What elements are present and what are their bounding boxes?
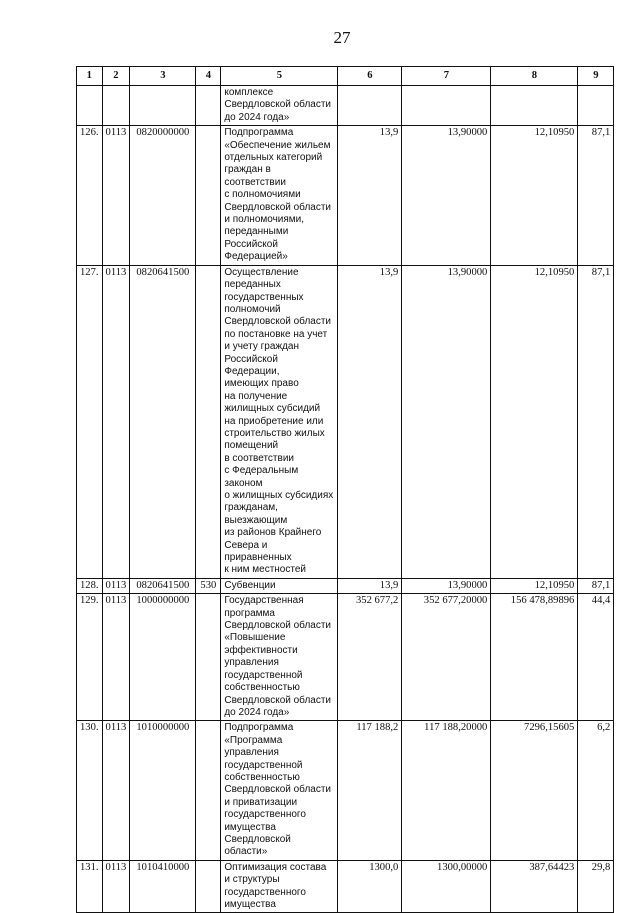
item-name-line: Свердловской области [224,201,332,213]
value-col9-cell: 29,8 [578,860,614,913]
item-name-line: Подпрограмма [224,722,294,734]
item-name-line: Свердловской области [224,99,332,111]
item-name-line: до 2024 года» [224,706,290,718]
row-number-cell: 129. [77,594,103,721]
item-name-line: «Повышение [224,632,286,644]
table-body [77,86,614,913]
item-name-cell [221,860,338,913]
target-code-cell: 0820000000 [130,126,196,265]
item-name-line: государственного [224,809,306,821]
col-header: 2 [102,67,130,86]
item-name-cell [221,594,338,721]
item-name-line: собственностью [224,771,300,783]
col-header: 3 [130,67,196,86]
item-name-line: отдельных категорий [224,152,323,164]
item-name-line: Оптимизация состава [224,861,327,873]
section-code-cell [102,86,130,126]
item-name-line: граждан в соответствии [224,164,286,188]
item-name-cell [221,265,338,578]
item-name-line: управления [224,657,279,669]
value-col8-cell: 387,64423 [491,860,578,913]
col-header: 6 [338,67,402,86]
item-name-line: собственностью [224,682,300,694]
table-row [77,860,614,913]
item-name-line: с полномочиями [224,189,301,201]
item-name-line: о жилищных субсидиях [224,490,334,501]
item-name-line: к ним местностей [224,564,306,576]
row-number-cell: 131. [77,860,103,913]
item-name-line: Подпрограмма [224,127,294,139]
value-col7-cell: 13,90000 [402,578,491,593]
item-name-line: государственных [224,291,304,303]
expense-kind-cell [196,126,221,265]
section-code-cell: 0113 [102,578,130,593]
item-name-line: жилищных субсидий [224,403,321,415]
item-name-line: Субвенции [224,579,276,591]
item-name-line: Свердловской области [224,784,332,796]
col-header: 1 [77,67,103,86]
table-row [77,594,614,721]
value-col7-cell: 13,90000 [402,126,491,265]
table-row [77,126,614,265]
row-number-cell [77,86,103,126]
value-col9-cell: 87,1 [578,578,614,593]
item-name-line: гражданам, [224,502,278,514]
value-col6-cell: 13,9 [338,126,402,265]
value-col6-cell: 1300,0 [338,860,402,913]
item-name-line: Федерацией» [224,251,288,263]
budget-table [76,66,614,913]
header-row [77,67,614,86]
value-col7-cell: 352 677,20000 [402,594,491,721]
row-number-cell: 127. [77,265,103,578]
item-name-line: выезжающим [224,514,288,526]
value-col9-cell [578,86,614,126]
value-col8-cell: 12,10950 [491,265,578,578]
page-number: 27 [333,28,351,47]
item-name-cell [221,126,338,265]
target-code-cell: 0820641500 [130,578,196,593]
expense-kind-cell [196,265,221,578]
item-name-line: имущества [224,899,276,910]
item-name-line: имущества [224,821,276,833]
item-name-cell [221,578,338,593]
section-code-cell: 0113 [102,721,130,860]
item-name-line: «Программа управления [224,734,283,759]
item-name-line: с Федеральным законом [224,465,299,489]
item-name-line: строительство жилых [224,427,325,439]
item-name-line: до 2024 года» [224,111,290,123]
item-name-line: по постановке на учет [224,328,328,340]
col-header: 9 [578,67,614,86]
section-code-cell: 0113 [102,126,130,265]
col-header: 5 [221,67,338,86]
item-name-line: Свердловской области [224,620,332,632]
item-name-line: на получение [224,390,288,402]
expense-kind-cell [196,86,221,126]
value-col9-cell: 6,2 [578,721,614,860]
item-name-line: программа [224,607,275,619]
item-name-line: Свердловской области [224,694,332,706]
target-code-cell: 0820641500 [130,265,196,578]
item-name-line: государственного [224,886,306,898]
value-col9-cell: 87,1 [578,126,614,265]
value-col8-cell [491,86,578,126]
section-code-cell: 0113 [102,265,130,578]
item-name-line: государственной [224,759,303,771]
value-col9-cell: 44,4 [578,594,614,721]
item-name-line: и полномочиями, [224,214,305,226]
table-row [77,86,614,126]
value-col6-cell: 352 677,2 [338,594,402,721]
item-name-line: из районов Крайнего [224,527,322,539]
value-col8-cell: 12,10950 [491,578,578,593]
row-number-cell: 126. [77,126,103,265]
item-name-line: полномочий [224,303,281,315]
item-name-line: Свердловской области [224,316,332,328]
item-name-line: помещений [224,440,279,452]
value-col7-cell: 1300,00000 [402,860,491,913]
col-header: 4 [196,67,221,86]
expense-kind-cell [196,860,221,913]
item-name-cell [221,721,338,860]
item-name-line: «Обеспечение жильем [224,139,331,151]
item-name-line: на приобретение или [224,415,324,427]
item-name-line: имеющих право [224,378,299,390]
item-name-line: Севера и приравненных [224,539,292,564]
item-name-cell [221,86,338,126]
item-name-line: в соответствии [224,452,294,464]
row-number-cell: 128. [77,578,103,593]
value-col6-cell: 13,9 [338,265,402,578]
table-row [77,578,614,593]
table-row [77,265,614,578]
item-name-line: Государственная [224,595,304,607]
expense-kind-cell [196,721,221,860]
target-code-cell [130,86,196,126]
col-header: 7 [402,67,491,86]
section-code-cell: 0113 [102,860,130,913]
value-col7-cell [402,86,491,126]
value-col8-cell: 7296,15605 [491,721,578,860]
value-col7-cell: 117 188,20000 [402,721,491,860]
item-name-line: Российской [224,238,278,250]
value-col6-cell: 13,9 [338,578,402,593]
item-name-line: и приватизации [224,796,298,808]
target-code-cell: 1010410000 [130,860,196,913]
item-name-line: и структуры [224,874,280,886]
item-name-line: Российской Федерации, [224,353,280,377]
expense-kind-cell: 530 [196,578,221,593]
item-name-line: Осуществление [224,266,299,278]
expense-kind-cell [196,594,221,721]
table-row [77,721,614,860]
item-name-line: Свердловской области» [224,833,291,858]
item-name-line: комплексе [224,87,274,98]
target-code-cell: 1000000000 [130,594,196,721]
target-code-cell: 1010000000 [130,721,196,860]
value-col6-cell: 117 188,2 [338,721,402,860]
col-header: 8 [491,67,578,86]
item-name-line: и учету граждан [224,341,299,353]
value-col9-cell: 87,1 [578,265,614,578]
value-col7-cell: 13,90000 [402,265,491,578]
item-name-line: государственной [224,669,303,681]
row-number-cell: 130. [77,721,103,860]
value-col8-cell: 156 478,89896 [491,594,578,721]
section-code-cell: 0113 [102,594,130,721]
value-col6-cell [338,86,402,126]
item-name-line: эффективности [224,644,298,656]
item-name-line: переданными [224,226,289,238]
value-col8-cell: 12,10950 [491,126,578,265]
item-name-line: переданных [224,279,281,291]
